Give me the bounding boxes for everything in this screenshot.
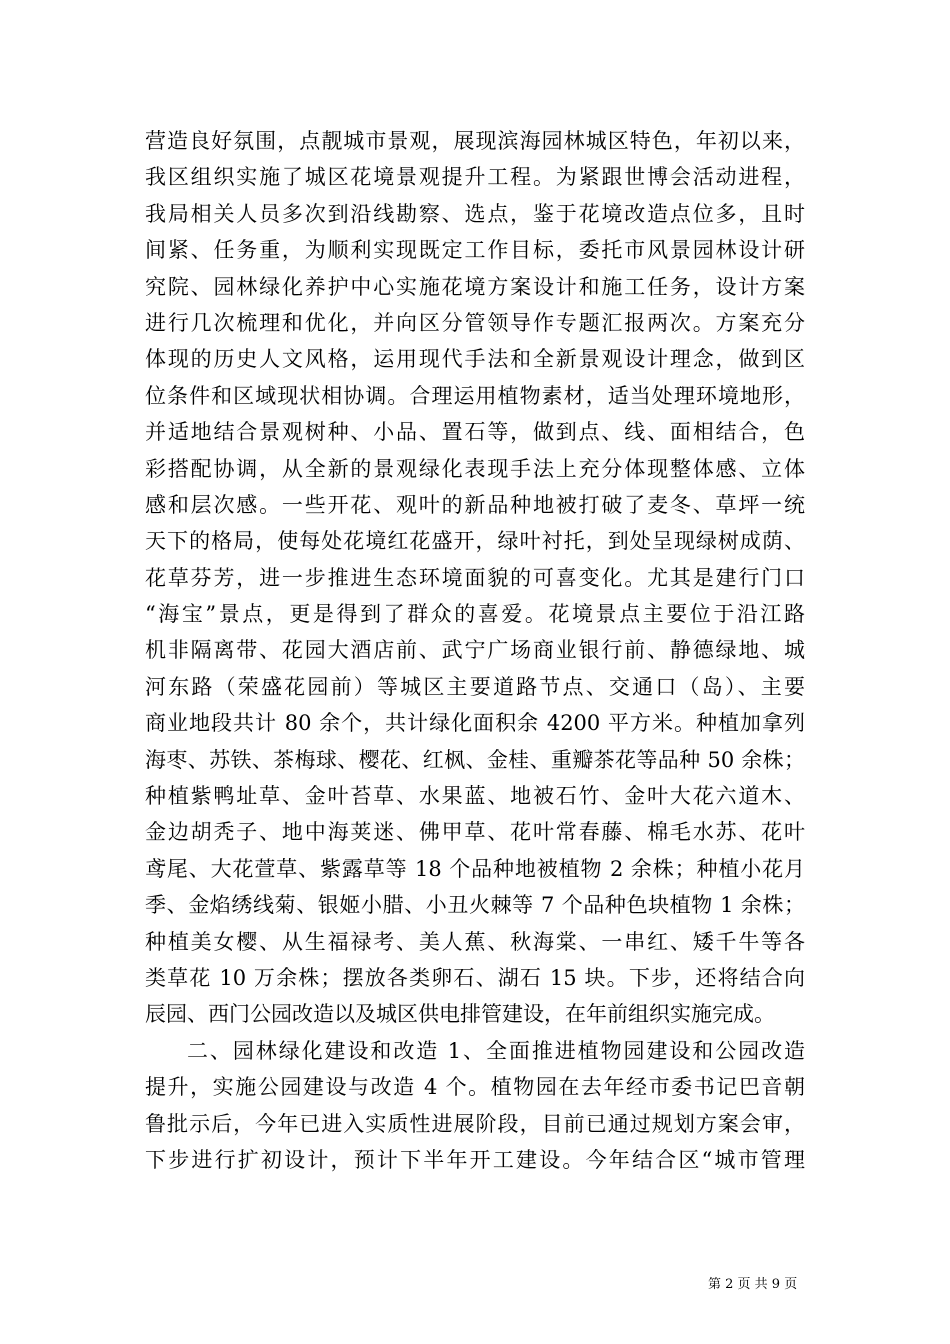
text-line: 季、金焰绣线菊、银姬小腊、小丑火棘等 7 个品种色块植物 1 余株；	[145, 893, 805, 918]
text-line: 天下的格局，使每处花境红花盛开，绿叶衬托，到处呈现绿树成荫、	[145, 529, 805, 554]
text-line: 究院、园林绿化养护中心实施花境方案设计和施工任务，设计方案	[145, 274, 805, 299]
text-line: 体现的历史人文风格，运用现代手法和全新景观设计理念，做到区	[145, 347, 805, 372]
text-line: 感和层次感。一些开花、观叶的新品种地被打破了麦冬、草坪一统	[145, 492, 805, 517]
text-line: 下步进行扩初设计，预计下半年开工建设。今年结合区“城市管理	[145, 1147, 805, 1172]
text-line: 河东路（荣盛花园前）等城区主要道路节点、交通口（岛）、主要	[145, 674, 805, 699]
text-line: 营造良好氛围，点靓城市景观，展现滨海园林城区特色，年初以来，	[145, 129, 805, 153]
page-number: 第 2 页 共 9 页	[708, 1277, 798, 1292]
text-line: 类草花 10 万余株；摆放各类卵石、湖石 15 块。下步，还将结合向	[145, 965, 805, 990]
text-line: 位条件和区域现状相协调。合理运用植物素材，适当处理环境地形，	[145, 383, 805, 408]
text-line: 种植紫鸭址草、金叶苔草、水果蓝、地被石竹、金叶大花六道木、	[145, 784, 805, 809]
paragraph-greening-construction	[145, 1033, 805, 1179]
text-line-indented: 二、园林绿化建设和改造 1、全面推进植物园建设和公园改造	[187, 1038, 805, 1063]
paragraph-flower-border-project	[145, 123, 805, 1033]
text-line: 提升，实施公园建设与改造 4 个。植物园在去年经市委书记巴音朝	[145, 1075, 805, 1100]
text-line: 金边胡秃子、地中海荚迷、佛甲草、花叶常春藤、棉毛水苏、花叶	[145, 820, 805, 845]
text-line: 花草芬芳，进一步推进生态环境面貌的可喜变化。尤其是建行门口	[145, 565, 805, 590]
text-line: 并适地结合景观树种、小品、置石等，做到点、线、面相结合，色	[145, 420, 805, 445]
text-line: 商业地段共计 80 余个，共计绿化面积余 4200 平方米。种植加拿列	[145, 711, 805, 736]
text-line: 海枣、苏铁、茶梅球、樱花、红枫、金桂、重瓣茶花等品种 50 余株；	[145, 747, 805, 772]
text-line: 鲁批示后，今年已进入实质性进展阶段，目前已通过规划方案会审，	[145, 1111, 805, 1136]
text-line: 机非隔离带、花园大酒店前、武宁广场商业银行前、静德绿地、城	[145, 638, 805, 663]
text-line: 我局相关人员多次到沿线勘察、选点，鉴于花境改造点位多，且时	[145, 201, 805, 226]
text-line: 我区组织实施了城区花境景观提升工程。为紧跟世博会活动进程，	[145, 165, 805, 190]
text-line: 鸢尾、大花萱草、紫露草等 18 个品种地被植物 2 余株；种植小花月	[145, 856, 805, 881]
text-line: 间紧、任务重，为顺利实现既定工作目标，委托市风景园林设计研	[145, 238, 805, 263]
text-line: “海宝”景点，更是得到了群众的喜爱。花境景点主要位于沿江路	[145, 602, 805, 627]
text-line: 辰园、西门公园改造以及城区供电排管建设，在年前组织实施完成。	[145, 1002, 775, 1027]
document-body	[145, 123, 805, 1178]
text-line: 彩搭配协调，从全新的景观绿化表现手法上充分体现整体感、立体	[145, 456, 805, 481]
text-line: 进行几次梳理和优化，并向区分管领导作专题汇报两次。方案充分	[145, 310, 805, 335]
text-line: 种植美女樱、从生福禄考、美人蕉、秋海棠、一串红、矮千牛等各	[145, 929, 805, 954]
